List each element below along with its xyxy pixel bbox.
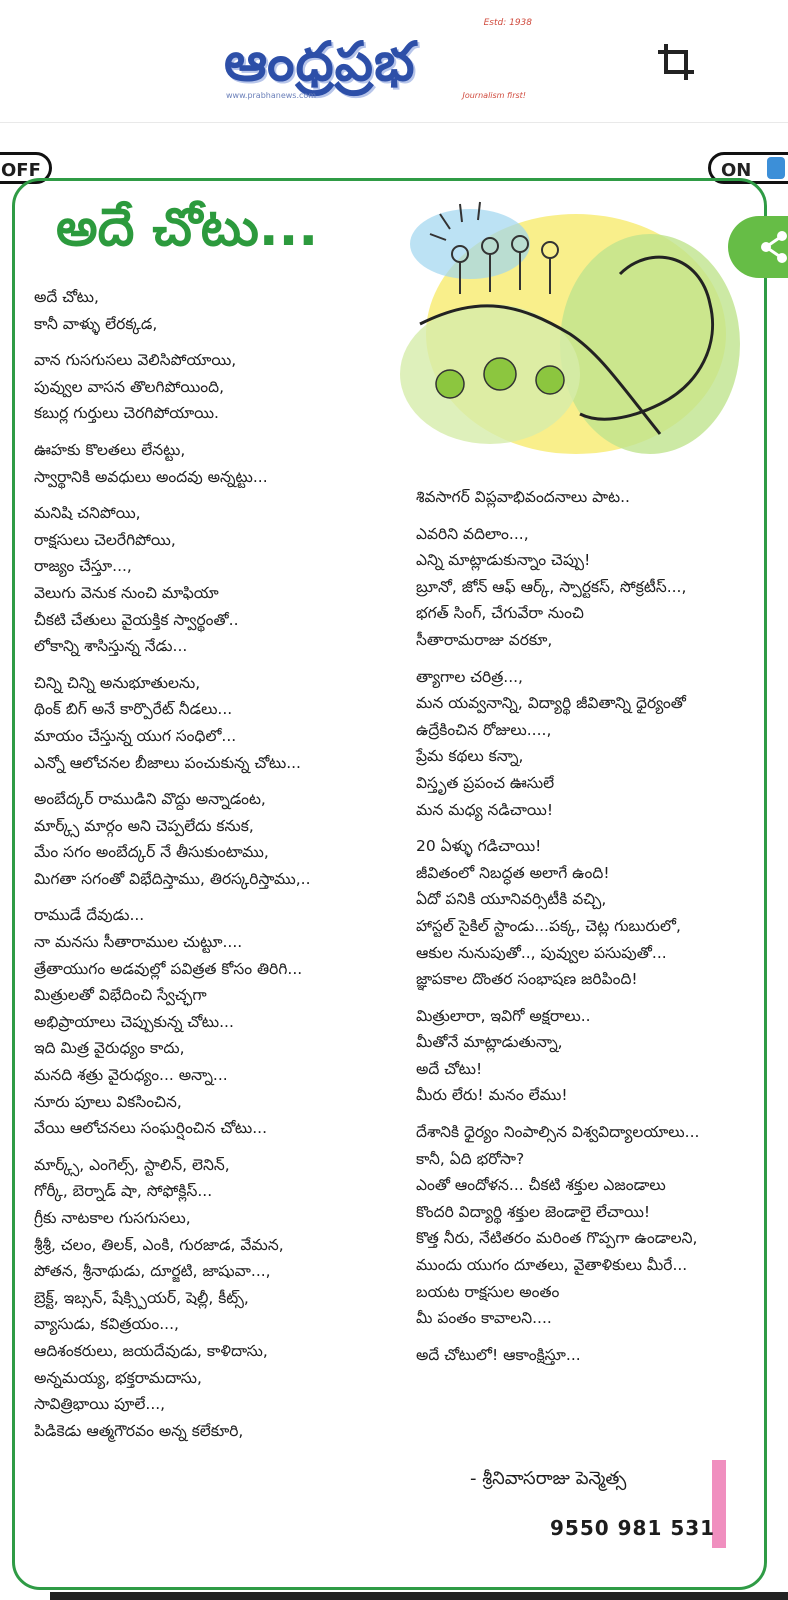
poem-line: మిత్రులారా, ఇవిగో అక్షరాలు..	[416, 1006, 591, 1025]
poem-line: బ్రెక్ట్, ఇబ్సన్, షేక్స్పియర్, షెల్లీ, కీట్స్,	[34, 1288, 249, 1307]
stanza-gap	[416, 1332, 699, 1342]
poem-line: గోర్కీ, బెర్నాడ్ షా, సోఫోక్లిస్...	[34, 1182, 213, 1201]
poem-line: త్యాగాల చరిత్ర...,	[416, 667, 523, 686]
poem-line: నా మనసు సీతారాముల చుట్టూ....	[34, 933, 243, 952]
logo-url: www.prabhanews.com	[226, 91, 317, 100]
poem-line: మనిషి చనిపోయి,	[34, 504, 141, 523]
toggle-knob	[767, 157, 785, 179]
poem-line: మన యవ్వనాన్ని, విద్యార్థి జీవితాన్ని ధైర్యంతో	[416, 694, 686, 713]
poem-line: సీతారామరాజు వరకూ,	[416, 630, 553, 649]
poem-line: చిన్ని చిన్ని అనుభూతులను,	[34, 673, 201, 692]
poem-line: ముందు యుగం దూతలు, వైతాళికులు మీరే...	[416, 1256, 688, 1275]
stanza-gap	[416, 823, 699, 833]
poem-line: జీవితంలో నిబద్ధత అలాగే ఉంది!	[416, 863, 610, 882]
poem-line: రాముడే దేవుడు...	[34, 906, 145, 925]
poem-line: 20 ఏళ్ళు గడిచాయి!	[416, 837, 542, 856]
right-column	[416, 484, 699, 1368]
poem-line: కబుర్ల గుర్తులు చెరగిపోయాయి.	[34, 404, 219, 423]
poem-line: మీరు లేరు! మనం లేము!	[416, 1086, 568, 1105]
poem-line: రాజ్యం చేస్తూ...,	[34, 557, 132, 576]
poem-line: హాస్టల్ సైకిల్ స్టాండు...పక్క, చెట్ల గుబురులో,	[416, 916, 681, 935]
on-label: ON	[721, 160, 752, 181]
poem-line: బ్రూనో, జోన్ ఆఫ్ ఆర్క్, స్పార్టకస్, సోక్రటీస్...,	[416, 577, 687, 596]
poem-line: శ్రీశ్రీ, చలం, తిలక్, ఎంకి, గురజాడ, వేమన,	[34, 1235, 284, 1254]
poem-line: అదే చోటులో! ఆకాంక్షిస్తూ...	[416, 1345, 581, 1364]
logo-estd: Estd: 1938	[483, 18, 532, 28]
poem-line: మార్క్స్ మార్గం అని చెప్పలేదు కనుక,	[34, 816, 254, 835]
poem-line: మిత్రులతో విభేదించి స్వేచ్ఛగా	[34, 986, 207, 1005]
poem-line: ఆదిశంకరులు, జయదేవుడు, కాళిదాసు,	[34, 1341, 268, 1360]
article-title: అదే చోటు...	[56, 198, 319, 258]
poem-line: వ్యాసుడు, కవిత్రయం...,	[34, 1315, 179, 1334]
poem-line: వాన గుసగుసలు వెలిసిపోయాయి,	[34, 351, 237, 370]
poem-line: అదే చోటు!	[416, 1059, 483, 1078]
poem-line: భగత్ సింగ్, చేగువేరా నుంచి	[416, 604, 584, 623]
stanza-gap	[416, 654, 699, 664]
stanza-gap	[416, 993, 699, 1003]
poem-line: కొందరి విద్యార్థి శక్తుల జెండాలై లేచాయి!	[416, 1202, 651, 1221]
poem-line: అదే చోటు,	[34, 288, 99, 306]
stanza-gap	[34, 1142, 311, 1152]
poem-line: లోకాన్ని శాసిస్తున్న నేడు...	[34, 637, 188, 656]
stanza-gap	[34, 337, 311, 347]
stanza-gap	[34, 776, 311, 786]
poem-line: మాయం చేస్తున్న యుగ సంధిలో...	[34, 726, 237, 745]
poem-line: పువ్వుల వాసన తొలగిపోయింది,	[34, 377, 225, 396]
stanza-gap	[416, 511, 699, 521]
poem-line: రాక్షసులు చెలరేగిపోయి,	[34, 530, 176, 549]
poem-line: మీ పంతం కావాలని....	[416, 1309, 552, 1328]
poem-line: ప్రేమ కథలు కన్నా,	[416, 747, 524, 766]
poem-line: ఎన్నో ఆలోచనల బీజాలు పంచుకున్న చోటు...	[34, 753, 301, 772]
poem-line: ఎవరిని వదిలాం...,	[416, 524, 529, 543]
poem-line: ఎన్ని మాట్లాడుకున్నాం చెప్పు!	[416, 551, 591, 570]
poem-line: చీకటి చేతులు వైయక్తిక స్వార్థంతో..	[34, 610, 239, 629]
poem-line: అభిప్రాయాలు చెప్పుకున్న చోటు...	[34, 1012, 234, 1031]
poem-line: మీతోనే మాట్లాడుతున్నా,	[416, 1033, 563, 1052]
poem-line: పోతన, శ్రీనాథుడు, దూర్జటి, జాషువా...,	[34, 1262, 271, 1281]
poem-line: పిడికెడు ఆత్మగౌరవం అన్న కలేకూరి,	[34, 1421, 244, 1440]
poem-line: మేం సగం అంబేద్కర్ నే తీసుకుంటాము,	[34, 843, 269, 862]
poem-line: అంబేద్కర్ రాముడిని వొద్దు అన్నాడంట,	[34, 790, 266, 809]
poem-line: వేయి ఆలోచనలు సంఘర్షించిన చోటు...	[34, 1119, 268, 1138]
logo-text: ఆంధ్రప్రభ	[224, 30, 416, 93]
poem-line: విస్తృత ప్రపంచ ఊసులే	[416, 773, 555, 792]
poem-line: ఇది మిత్ర వైరుధ్యం కాదు,	[34, 1039, 185, 1058]
poem-line: ఉద్రేకించిన రోజులు....,	[416, 720, 552, 739]
crop-icon[interactable]	[656, 42, 696, 82]
left-column	[34, 284, 311, 1444]
author-phone: 9550 981 531	[550, 1516, 716, 1540]
poem-line: ఎంతో ఆందోళన... చీకటి శక్తుల ఎజండాలు	[416, 1176, 666, 1195]
poem-line: దేశానికి ధైర్యం నింపాల్సిన విశ్వవిద్యాలయాలు...	[416, 1123, 700, 1142]
stanza-gap	[34, 490, 311, 500]
poem-line: ఆకుల నునుపుతో.., పువ్వుల పసుపుతో...	[416, 943, 667, 962]
off-label: OFF	[1, 160, 41, 181]
poem-line: మిగతా సగంతో విభేదిస్తాము, తిరస్కరిస్తాము,..	[34, 869, 311, 888]
poem-line: శివసాగర్ విప్లవాభివందనాలు పాట..	[416, 488, 630, 506]
poem-line: స్వార్థానికి అవధులు అందవు అన్నట్టు...	[34, 467, 268, 486]
poem-line: మన మధ్య నడిచాయి!	[416, 800, 554, 819]
poem-line: మనది శత్రు వైరుధ్యం... అన్నా...	[34, 1066, 228, 1085]
poem-line: గ్రీకు నాటకాల గుసగుసలు,	[34, 1209, 191, 1227]
poem-line: త్రేతాయుగం అడవుల్లో పవిత్రత కోసం తిరిగి...	[34, 959, 303, 978]
poem-line: అన్నమయ్య, భక్తరామదాసు,	[34, 1368, 202, 1387]
stanza-gap	[34, 660, 311, 670]
poem-line: ఏదో పనికి యూనివర్సిటీకి వచ్చి,	[416, 890, 607, 909]
stanza-gap	[416, 1109, 699, 1119]
poem-line: ఊహకు కొలతలు లేనట్టు,	[34, 440, 186, 459]
poem-line: కొత్త నీరు, నేటితరం మరింత గొప్పగా ఉండాలని,	[416, 1229, 698, 1248]
illustration	[400, 184, 748, 470]
poem-line: కానీ, ఏది భరోసా?	[416, 1149, 525, 1168]
poem-line: మార్క్స్, ఎంగెల్స్, స్టాలిన్, లెనిన్,	[34, 1155, 230, 1174]
newspaper-logo[interactable]	[224, 18, 540, 108]
stanza-gap	[34, 892, 311, 902]
logo-tagline: Journalism first!	[462, 91, 526, 100]
bottom-bar	[50, 1592, 788, 1600]
poem-line: జ్ఞాపకాల దొంతర సంభాషణ జరిపింది!	[416, 970, 638, 989]
poem-line: వెలుగు వెనుక నుంచి మాఫియా	[34, 583, 219, 602]
poem-line: థింక్ బిగ్ అనే కార్పొరేట్ నీడలు...	[34, 700, 233, 719]
poem-line: కానీ వాళ్ళు లేరక్కడ,	[34, 314, 158, 333]
stanza-gap	[34, 427, 311, 437]
poem-line: నూరు పూలు వికసించిన,	[34, 1092, 182, 1111]
header	[0, 0, 788, 123]
author-signature: - శ్రీనివాసరాజు పెన్మెత్స	[470, 1468, 627, 1489]
poem-line: బయట రాక్షసుల అంతం	[416, 1282, 560, 1301]
poem-line: సావిత్రిభాయి పూలే...,	[34, 1395, 166, 1414]
